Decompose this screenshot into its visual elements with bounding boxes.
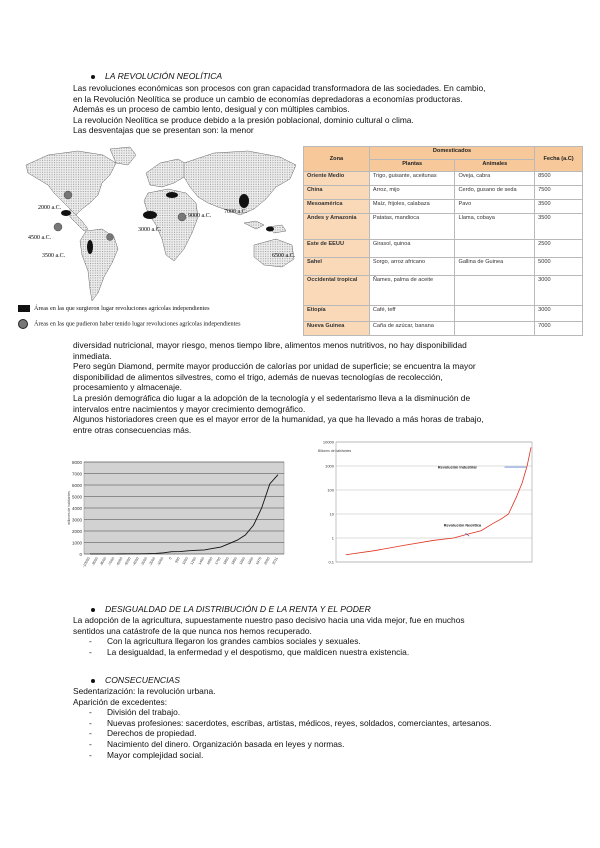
cell-zone: Mesoamérica — [304, 200, 370, 214]
origin-area-new-guinea — [266, 227, 274, 232]
cell-plants: Trigo, guisante, aceitunas — [369, 172, 455, 186]
cell-date: 3500 — [535, 200, 583, 214]
text-line: disponibilidad de alimentos silvestres, como el trigo, además de nuevas tecnologías de recolección, — [73, 371, 443, 382]
bullet-dot — [91, 679, 95, 683]
y-tick-label: 1000 — [71, 540, 82, 546]
list-item-text: División del trabajo. — [107, 707, 181, 718]
consecuencias-paragraph — [73, 686, 492, 760]
y-axis-label: Billones de habitantes — [318, 449, 352, 453]
header-animals: Animales — [455, 159, 535, 172]
x-tick-label: -1000 — [156, 556, 165, 567]
x-tick-label: -9000 — [90, 556, 100, 567]
x-tick-label: -5000 — [123, 556, 132, 567]
x-tick-label: -7000 — [107, 556, 116, 567]
black-square-icon — [18, 305, 30, 312]
cell-plants: Café, teff — [369, 306, 455, 322]
table-row — [304, 240, 583, 258]
text-line: inmediata. — [73, 350, 112, 361]
origin-area-sahel — [143, 211, 157, 219]
cell-zone: China — [304, 186, 370, 200]
text-line: La presión demográfica dio lugar a la adopción de la tecnología y el sedentarismo lleva a la disminución de — [73, 392, 471, 403]
list-item-text: Derechos de propiedad. — [107, 728, 197, 739]
cell-zone: Nueva Guinea — [304, 322, 370, 336]
y-tick-label: 10 — [329, 511, 334, 517]
cell-animals: Cerdo, gusano de seda — [455, 186, 535, 200]
text-line: procesamiento y almacenaje. — [73, 382, 182, 393]
population-chart-linear — [62, 458, 292, 583]
cell-animals: Gallina de Guinea — [455, 258, 535, 276]
desigualdad-paragraph — [73, 615, 465, 657]
x-tick-label: 1975 — [255, 556, 263, 566]
population-chart-log — [310, 436, 540, 583]
cell-animals — [455, 276, 535, 306]
cell-date: 3000 — [535, 306, 583, 322]
table-row — [304, 172, 583, 186]
population-chart-svg — [62, 458, 292, 578]
annotation-neolithic: Revolución Neolítica — [443, 523, 482, 528]
x-tick-label: 0 — [168, 556, 173, 561]
x-tick-label: 1700 — [214, 556, 222, 566]
dash-list-item: - Nacimiento del dinero. Organización basada en leyes y normas. — [89, 738, 345, 749]
legend-text: Áreas en las que pudieron haber tenido lugar revoluciones agrícolas independientes — [34, 320, 241, 328]
x-tick-label: 1000 — [181, 556, 189, 566]
grey-circle-icon — [18, 319, 28, 329]
x-tick-label: -3000 — [140, 556, 149, 567]
heading-consecuencias — [91, 675, 180, 685]
x-tick-label: 1950 — [246, 556, 255, 566]
text-line: Además es un proceso de cambio lento, desigual y con múltiples cambios. — [73, 104, 350, 115]
heading-text: DESIGUALDAD DE LA DISTRIBUCIÓN D E LA RENTA Y EL PODER — [105, 604, 371, 614]
y-tick-label: 6000 — [71, 483, 82, 488]
x-tick-label: 1900 — [238, 556, 247, 566]
cell-zone: Etiopía — [304, 306, 370, 322]
y-tick-label: 3000 — [71, 517, 82, 523]
world-map-figure — [18, 143, 303, 333]
y-axis-label: millones de habitantes — [67, 491, 71, 525]
cell-animals: Oveja, cabra — [455, 172, 535, 186]
cell-animals — [455, 306, 535, 322]
dash-list-item: - La desigualdad, la enfermedad y el despotismo, que maldicen nuestra existencia. — [89, 646, 410, 657]
header-domesticated: Domesticados — [369, 147, 534, 160]
possible-area-amazon — [54, 223, 62, 231]
table-row — [304, 200, 583, 214]
origin-area-mesoamerica — [61, 210, 71, 216]
possible-area-tropical-west — [107, 234, 114, 241]
list-item-text: Mayor complejidad social. — [107, 749, 204, 760]
text-line: intervalos entre nacimientos y mayor crecimiento demográfico. — [73, 403, 306, 414]
y-tick-label: 100 — [327, 487, 334, 493]
table-row — [304, 276, 583, 306]
map-legend-item — [18, 305, 209, 312]
x-tick-label: -10000 — [81, 556, 91, 569]
cell-zone: Occidental tropical — [304, 276, 370, 306]
cell-zone: Este de EEUU — [304, 240, 370, 258]
dash-list-item: - Nuevas profesiones: sacerdotes, escribas, artistas, médicos, reyes, soldados, comerciantes, artesanos. — [89, 717, 492, 728]
y-tick-label: 1 — [331, 535, 334, 541]
x-tick-label: -4000 — [131, 556, 140, 567]
map-label: 4500 a.C. — [28, 235, 52, 241]
world-map — [18, 143, 303, 313]
cell-plants: Maíz, frijoles, calabaza — [369, 200, 455, 214]
text-line: Aparición de excedentes: — [73, 696, 168, 707]
dash-list-item: - División del trabajo. — [89, 707, 181, 718]
cell-zone: Andes y Amazonia — [304, 214, 370, 240]
annotation-industrial: Revolución Industrial — [437, 465, 477, 470]
bullet-dot — [91, 608, 95, 612]
map-label: 3000 a.C. — [138, 227, 162, 233]
domestication-table — [303, 146, 583, 336]
cell-plants: Girasol, quinoa — [369, 240, 455, 258]
cell-plants: Arroz, mijo — [369, 186, 455, 200]
table-row — [304, 322, 583, 336]
header-date: Fecha (a.C) — [535, 147, 583, 172]
cell-zone: Oriente Medio — [304, 172, 370, 186]
y-tick-label: 4000 — [71, 506, 82, 511]
list-item-text: La desigualdad, la enfermedad y el despotismo, que maldicen nuestra existencia. — [107, 646, 410, 657]
origin-area-china — [239, 194, 249, 208]
table-row — [304, 186, 583, 200]
body-paragraph — [73, 340, 484, 435]
cell-date: 7000 — [535, 322, 583, 336]
text-line: Sedentarización: la revolución urbana. — [73, 686, 216, 696]
y-tick-label: 8000 — [71, 460, 82, 465]
x-tick-label: -2000 — [148, 556, 157, 567]
map-label: 7000 a.C. — [224, 209, 248, 215]
heading-desigualdad — [91, 604, 371, 614]
bullet-dot — [91, 75, 95, 79]
list-item-text: Nuevas profesiones: sacerdotes, escribas, artistas, médicos, reyes, soldados, comerciantes, artesanos. — [107, 717, 492, 728]
header-zone: Zona — [304, 147, 370, 172]
y-tick-label: 7000 — [71, 471, 82, 477]
x-tick-label: -8000 — [99, 556, 108, 567]
cell-date: 3500 — [535, 214, 583, 240]
text-line: diversidad nutricional, mayor riesgo, menos tiempo libre, alimentos menos nutritivos, no hay disponibilidad — [73, 340, 467, 350]
cell-animals: Pavo — [455, 200, 535, 214]
plot-area — [336, 442, 532, 562]
cell-date: 7500 — [535, 186, 583, 200]
list-item-text: Nacimiento del dinero. Organización basada en leyes y normas. — [107, 738, 345, 749]
legend-text: Áreas en las que surgieron lugar revoluciones agrícolas independientes — [34, 305, 210, 312]
cell-date: 8500 — [535, 172, 583, 186]
text-line: Las revoluciones económicas son procesos con gran capacidad transformadora de las sociedades. En cambio, — [73, 83, 486, 93]
map-label: 9000 a.C. — [188, 213, 212, 219]
y-tick-label: 2000 — [71, 529, 82, 534]
x-tick-label: 1400 — [197, 556, 206, 566]
text-line: Pero según Diamond, permite mayor producción de calorías por unidad de superficie; se encuentra la mayor — [73, 361, 476, 372]
domestication-table-wrapper — [303, 146, 583, 336]
cell-plants: Caña de azúcar, banana — [369, 322, 455, 336]
text-line: en la Revolución Neolítica se produce un cambio de economías depredadoras a economías productoras. — [73, 93, 463, 104]
heading-text: CONSECUENCIAS — [105, 675, 180, 685]
text-line: La adopción de la agricultura, supuestamente nuestro paso decisivo hacia una vida mejor, fue en muchos — [73, 615, 465, 625]
dash-list-item: - Con la agricultura llegaron los grandes cambios sociales y sexuales. — [89, 636, 361, 647]
cell-zone: Sahel — [304, 258, 370, 276]
possible-area-eastern-us — [64, 191, 72, 199]
cell-date: 2500 — [535, 240, 583, 258]
table-row — [304, 258, 583, 276]
x-tick-label: 1600 — [206, 556, 214, 566]
text-line: La revolución Neolítica se produce debido a la presión poblacional, dominio cultural o clima. — [73, 114, 414, 125]
text-line: sentidos una catástrofe de la que nunca nos hemos recuperado. — [73, 625, 312, 636]
cell-plants: Ñames, palma de aceite — [369, 276, 455, 306]
text-line: Algunos historiadores creen que es el mayor error de la humanidad, ya que ha llevado a más horas de trabajo, — [73, 414, 484, 425]
y-tick-label: 5000 — [71, 494, 82, 500]
dash-list-item: - Mayor complejidad social. — [89, 749, 204, 760]
origin-area-middle-east — [166, 192, 178, 198]
text-line: entre otras consecuencias más. — [73, 424, 192, 435]
table-row — [304, 306, 583, 322]
map-label: 2000 a.C. — [38, 205, 62, 211]
dash-list-item: - Derechos de propiedad. — [89, 728, 197, 739]
x-tick-label: 1200 — [189, 556, 198, 566]
x-tick-label: 1850 — [230, 556, 238, 566]
text-line: Las desventajas que se presentan son: la menor — [73, 125, 254, 136]
origin-area-andes — [87, 240, 93, 254]
map-label: 3500 a.C. — [42, 253, 66, 259]
x-tick-label: 2011 — [271, 556, 279, 566]
x-tick-label: 2000 — [263, 556, 271, 566]
y-tick-label: 0.1 — [328, 559, 334, 565]
table-row — [304, 214, 583, 240]
population-log-chart-svg — [310, 436, 540, 578]
y-tick-label: 10000 — [322, 439, 334, 445]
possible-area-ethiopia — [178, 213, 186, 221]
cell-animals — [455, 240, 535, 258]
heading-revolucion-neolitica — [91, 71, 222, 81]
heading-text: LA REVOLUCIÓN NEOLÍTICA — [105, 71, 223, 81]
y-tick-label: 1000 — [325, 463, 334, 469]
map-legend-item — [18, 319, 241, 329]
y-tick-label: 0 — [79, 552, 82, 557]
cell-plants: Patatas, mandioca — [369, 214, 455, 240]
header-plants: Plantas — [369, 159, 455, 172]
cell-plants: Sorgo, arroz africano — [369, 258, 455, 276]
cell-animals: Llama, cobaya — [455, 214, 535, 240]
intro-paragraph — [73, 83, 485, 136]
list-item-text: Con la agricultura llegaron los grandes cambios sociales y sexuales. — [107, 636, 361, 647]
x-tick-label: 1800 — [222, 556, 230, 566]
x-tick-label: 500 — [174, 556, 181, 564]
cell-animals — [455, 322, 535, 336]
cell-date: 3000 — [535, 276, 583, 306]
cell-date: 5000 — [535, 258, 583, 276]
x-tick-label: -6000 — [115, 556, 124, 567]
map-label: 6500 a.C. — [272, 253, 296, 259]
